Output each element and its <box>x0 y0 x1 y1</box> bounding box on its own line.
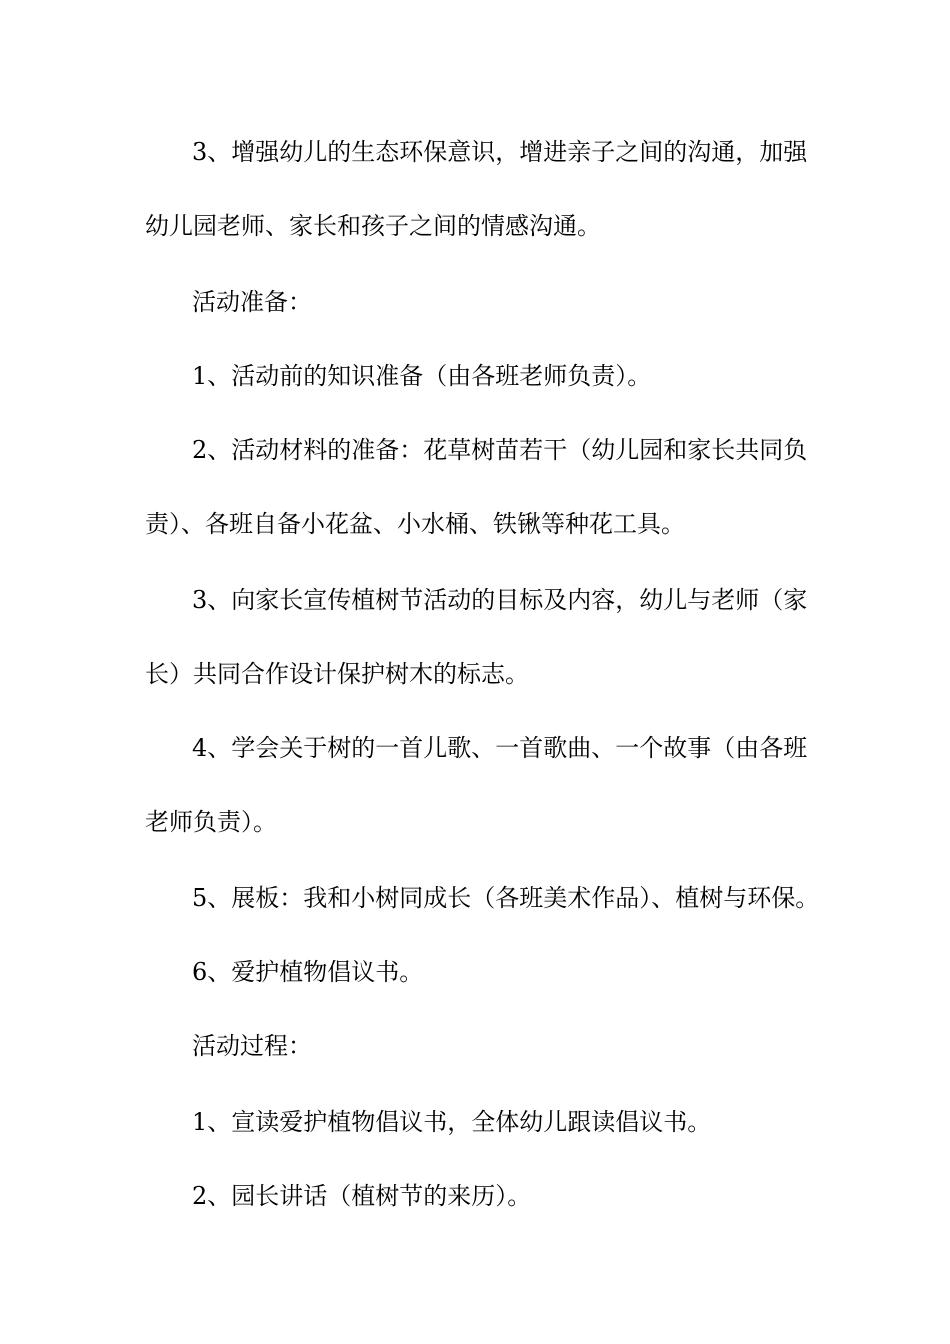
paragraph-goal-3-line-2: 幼儿园老师、家长和孩子之间的情感沟通。 <box>145 212 601 240</box>
heading-preparation: 活动准备： <box>192 288 312 316</box>
paragraph-goal-3-line-1: 3、增强幼儿的生态环保意识，增进亲子之间的沟通，加强 <box>192 138 808 166</box>
process-item-1: 1、宣读爱护植物倡议书，全体幼儿跟读倡议书。 <box>192 1108 712 1136</box>
prep-item-4-line-2: 老师负责）。 <box>145 808 277 836</box>
prep-item-3-line-1: 3、向家长宣传植树节活动的目标及内容，幼儿与老师（家 <box>192 586 808 614</box>
prep-item-4-line-1: 4、学会关于树的一首儿歌、一首歌曲、一个故事（由各班 <box>192 734 808 762</box>
prep-item-3-line-2: 长）共同合作设计保护树木的标志。 <box>145 660 529 688</box>
prep-item-5: 5、展板：我和小树同成长（各班美术作品）、植树与环保。 <box>192 884 820 912</box>
prep-item-6: 6、爱护植物倡议书。 <box>192 958 424 986</box>
prep-item-1: 1、活动前的知识准备（由各班老师负责）。 <box>192 362 652 390</box>
prep-item-2-line-2: 责）、各班自备小花盆、小水桶、铁锹等种花工具。 <box>145 510 685 538</box>
process-item-2: 2、园长讲话（植树节的来历）。 <box>192 1182 532 1210</box>
prep-item-2-line-1: 2、活动材料的准备：花草树苗若干（幼儿园和家长共同负 <box>192 436 808 464</box>
heading-process: 活动过程： <box>192 1032 312 1060</box>
